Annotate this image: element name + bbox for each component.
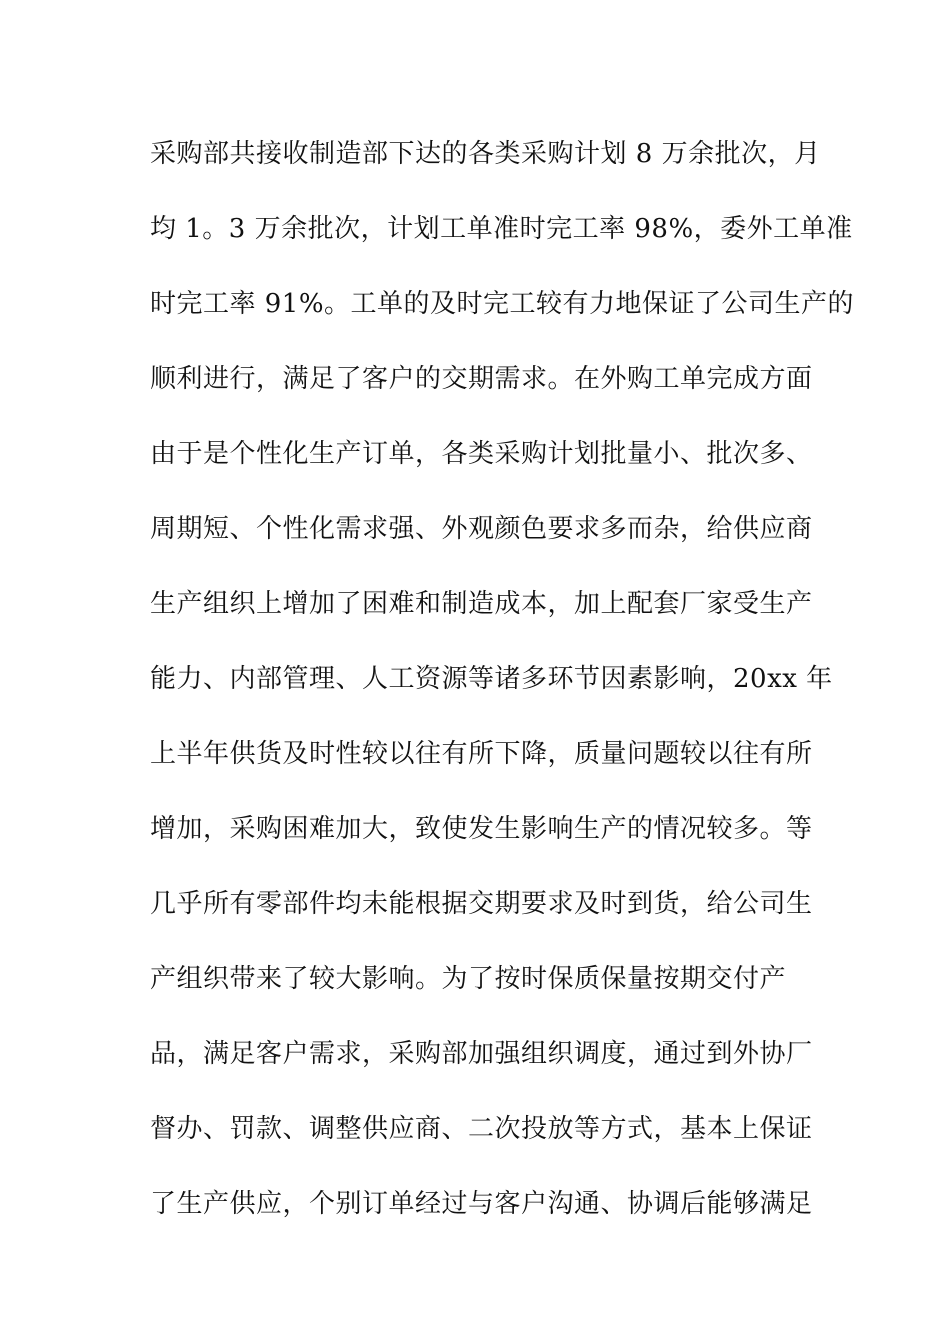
text-line-13: 品，满足客户需求，采购部加强组织调度，通过到外协厂: [150, 1039, 813, 1069]
text-line-11: 几乎所有零部件均未能根据交期要求及时到货，给公司生: [150, 889, 813, 919]
body-paragraph: [150, 128, 855, 1253]
text-line-15: 了生产供应，个别订单经过与客户沟通、协调后能够满足: [150, 1189, 813, 1219]
text-line-14: 督办、罚款、调整供应商、二次投放等方式，基本上保证: [150, 1114, 813, 1144]
text-line-4: 顺利进行，满足了客户的交期需求。在外购工单完成方面: [150, 364, 813, 394]
text-line-6: 周期短、个性化需求强、外观颜色要求多而杂，给供应商: [150, 514, 813, 544]
text-line-7: 生产组织上增加了困难和制造成本，加上配套厂家受生产: [150, 589, 813, 619]
text-line-8: 能力、内部管理、人工资源等诸多环节因素影响，20xx 年: [150, 664, 833, 694]
text-line-1: 采购部共接收制造部下达的各类采购计划 8 万余批次，月: [150, 139, 821, 169]
text-line-12: 产组织带来了较大影响。为了按时保质保量按期交付产: [150, 964, 787, 994]
text-line-2: 均 1。3 万余批次，计划工单准时完工率 98%，委外工单准: [150, 214, 853, 244]
text-line-9: 上半年供货及时性较以往有所下降，质量问题较以往有所: [150, 739, 813, 769]
text-line-5: 由于是个性化生产订单，各类采购计划批量小、批次多、: [150, 439, 813, 469]
text-line-10: 增加，采购困难加大，致使发生影响生产的情况较多。等: [150, 814, 813, 844]
text-line-3: 时完工率 91%。工单的及时完工较有力地保证了公司生产的: [150, 289, 855, 319]
